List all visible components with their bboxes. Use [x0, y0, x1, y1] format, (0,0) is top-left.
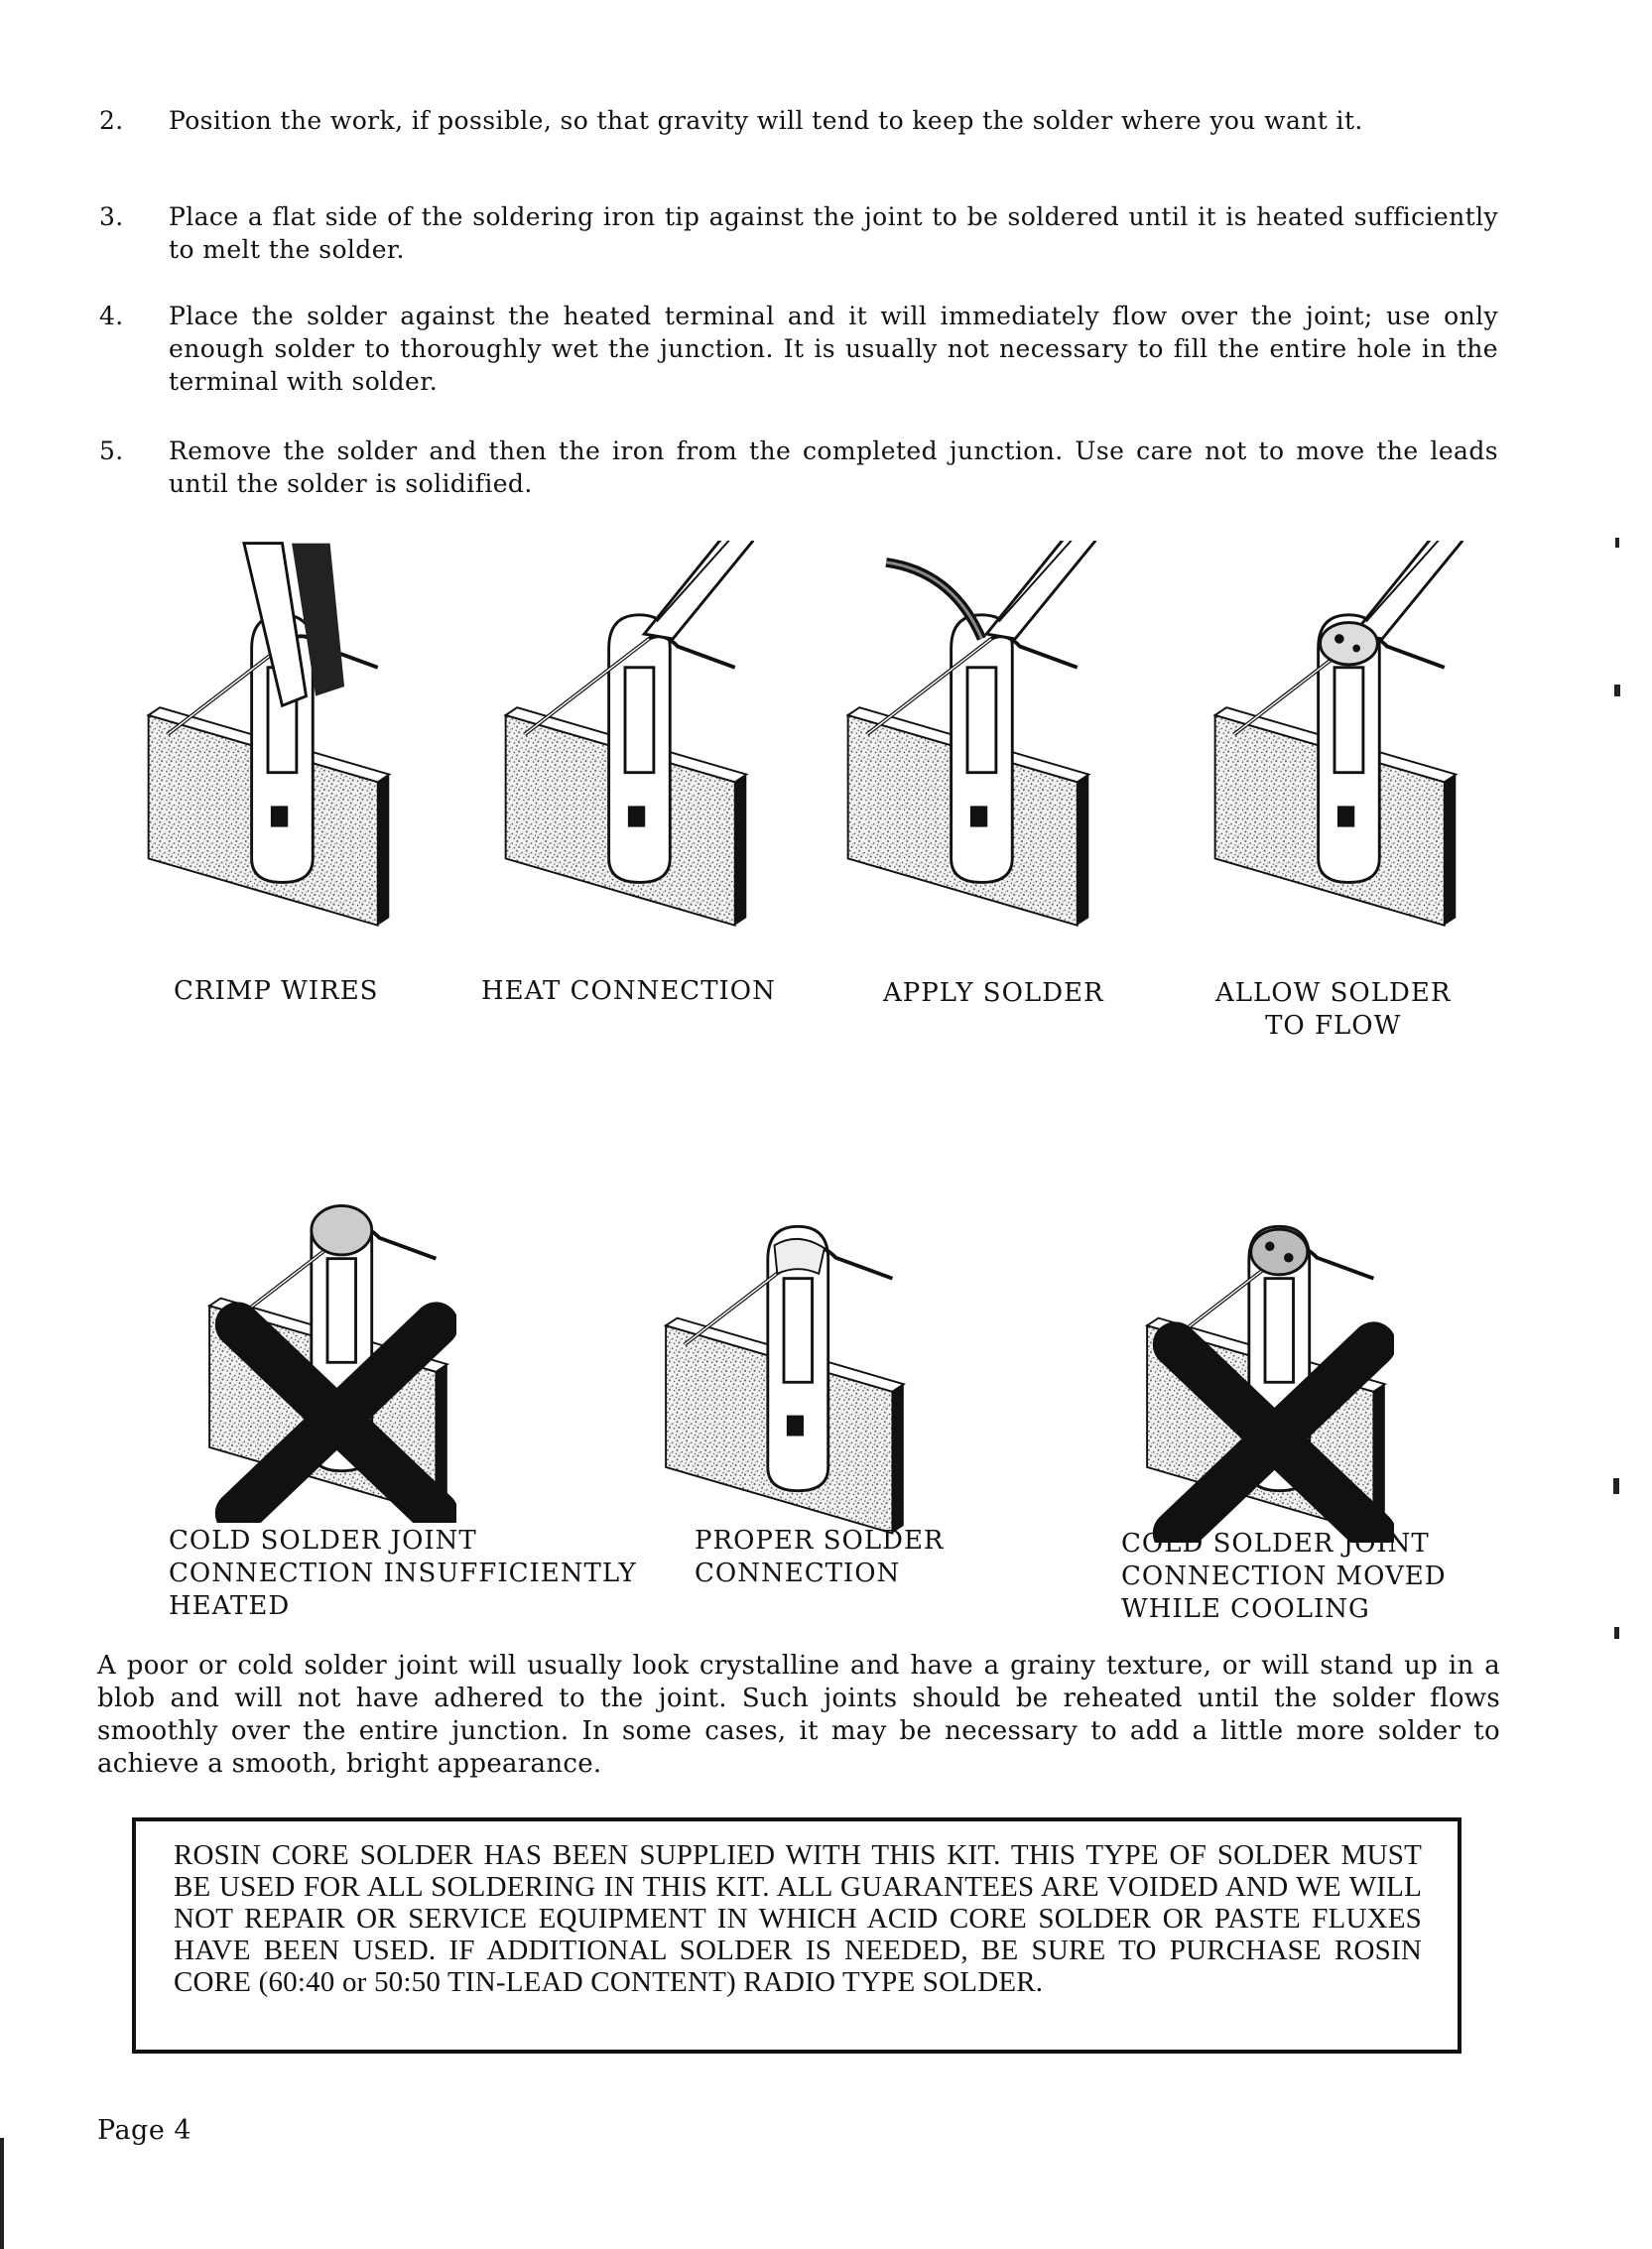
caption-line: COLD SOLDER JOINT: [169, 1526, 477, 1556]
step-text: Position the work, if possible, so that gravity will tend to keep the solder where you want it.: [169, 106, 1363, 135]
caption-crimp-wires: [174, 975, 378, 1008]
caption-line: ALLOW SOLDER: [1215, 978, 1452, 1008]
caption-line: CONNECTION: [695, 1559, 901, 1588]
caption-line: HEAT CONNECTION: [481, 976, 776, 1006]
cold-joint-moved-illustration: [1136, 1156, 1394, 1543]
allow-solder-to-flow-illustration: [1206, 541, 1463, 937]
caption-line: PROPER SOLDER: [695, 1526, 945, 1556]
caption-cold-joint-moved: [1121, 1528, 1447, 1626]
caption-cold-joint-heated: [169, 1525, 637, 1623]
crimp-wires-illustration: [139, 541, 397, 937]
caption-allow-solder-to-flow: [1215, 977, 1451, 1043]
apply-solder-illustration: [838, 541, 1096, 937]
proper-solder-connection-illustration: [655, 1156, 913, 1543]
caption-line: CRIMP WIRES: [174, 976, 379, 1006]
step-number: 2.: [99, 106, 124, 135]
step-text: Place a flat side of the soldering iron tip against the joint to be soldered until it is heated sufficiently to melt the solder.: [169, 202, 1498, 264]
scan-mark: [0, 2138, 4, 2249]
caption-line: CONNECTION MOVED: [1121, 1562, 1447, 1591]
caption-line: TO FLOW: [1265, 1011, 1402, 1041]
page-number: Page 4: [97, 2115, 192, 2146]
cold-joint-explanation: A poor or cold solder joint will usually look crystalline and have a grainy texture, or will stand up in a blob and will not have adhered to the joint. Such joints should be reheated until the solder flows smoothly over the entire junction. In some cases, it may be necessary to add a little more solder to achieve a smooth, bright appearance.: [97, 1651, 1500, 1779]
scan-mark: [1615, 538, 1619, 548]
scan-mark: [1613, 1478, 1619, 1494]
step-number: 3.: [99, 202, 124, 231]
caption-line: HEATED: [169, 1591, 291, 1621]
cold-joint-insufficient-heat-illustration: [198, 1136, 456, 1523]
caption-line: CONNECTION INSUFFICIENTLY: [169, 1559, 637, 1588]
caption-line: COLD SOLDER JOINT: [1121, 1529, 1430, 1559]
notice-text: ROSIN CORE SOLDER HAS BEEN SUPPLIED WITH THIS KIT. THIS TYPE OF SOLDER MUST BE USED FOR ALL SOLDERING IN THIS KIT. ALL GUARANTEES ARE VOIDED AND WE WILL NOT REPAIR OR SERVICE EQUIPMENT IN WHICH ACID CORE SOLDER OR PASTE FLUXES HAVE BEEN USED. IF ADDITIONAL SOLDER IS NEEDED, BE SURE TO PURCHASE ROSIN CORE (60:40 or 50:50 TIN-LEAD CONTENT) RADIO TYPE SOLDER.: [174, 1839, 1422, 1998]
caption-line: APPLY SOLDER: [883, 978, 1104, 1008]
caption-proper-solder: [695, 1525, 945, 1590]
caption-line: WHILE COOLING: [1121, 1594, 1370, 1624]
step-number: 5.: [99, 437, 124, 465]
step-text: Place the solder against the heated terminal and it will immediately flow over the joint; use only enough solder to thoroughly wet the junction. It is usually not necessary to fill the entire hole in the terminal with solder.: [169, 302, 1498, 396]
step-text: Remove the solder and then the iron from the completed junction. Use care not to move the leads until the solder is solidified.: [169, 437, 1498, 498]
step-number: 4.: [99, 302, 124, 330]
caption-apply-solder: [883, 977, 1104, 1010]
scan-mark: [1614, 1627, 1619, 1639]
scan-mark: [1614, 685, 1620, 696]
caption-heat-connection: [481, 975, 776, 1008]
rosin-core-notice: [132, 1817, 1461, 2054]
heat-connection-illustration: [496, 541, 754, 937]
